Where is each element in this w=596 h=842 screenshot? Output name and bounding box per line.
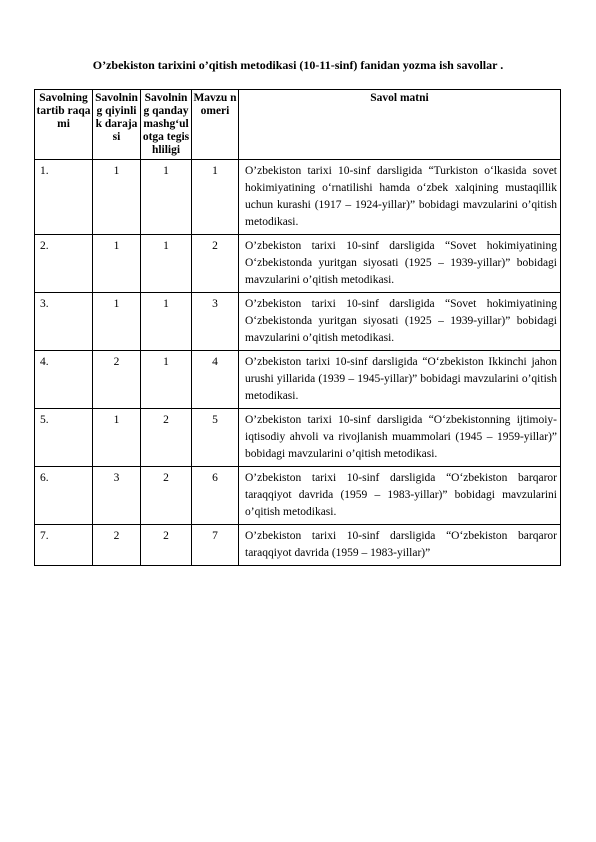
lesson-type-cell: 2 — [141, 467, 192, 525]
topic-number-cell: 4 — [192, 351, 239, 409]
document-title: O’zbekiston tarixini o’qitish metodikasi (10-11-sinf) fanidan yozma ish savollar . — [92, 58, 504, 72]
lesson-type-cell: 1 — [141, 293, 192, 351]
lesson-type-cell: 1 — [141, 160, 192, 235]
header-lesson-type: Savolning qandaymashg‘ulotga tegishliligi — [141, 90, 192, 160]
header-topic-number: Mavzu nomeri — [192, 90, 239, 160]
row-number-cell: 5. — [35, 409, 93, 467]
question-text-cell: O’zbekiston tarixi 10-sinf darsligida “Sovet hokimiyatining O‘zbekistonda yuritgan siyosati (1925 – 1939-yillar)” bobidagi mavzularini o’qitish metodikasi. — [239, 235, 561, 293]
difficulty-cell: 2 — [93, 525, 141, 566]
row-number-cell: 1. — [35, 160, 93, 235]
header-question-text: Savol matni — [239, 90, 561, 160]
table-row — [35, 293, 561, 351]
row-number-cell: 4. — [35, 351, 93, 409]
topic-number-cell: 2 — [192, 235, 239, 293]
topic-number-cell: 3 — [192, 293, 239, 351]
difficulty-cell: 1 — [93, 235, 141, 293]
row-number-cell: 7. — [35, 525, 93, 566]
difficulty-cell: 1 — [93, 293, 141, 351]
question-text-cell: O’zbekiston tarixi 10-sinf darsligida “Sovet hokimiyatining O‘zbekistonda yuritgan siyosati (1925 – 1939-yillar)” bobidagi mavzularini o’qitish metodikasi. — [239, 293, 561, 351]
lesson-type-cell: 1 — [141, 351, 192, 409]
difficulty-cell: 3 — [93, 467, 141, 525]
header-difficulty: Savolning qiyinlik darajasi — [93, 90, 141, 160]
row-number-cell: 6. — [35, 467, 93, 525]
table-row — [35, 525, 561, 566]
questions-table — [34, 89, 561, 566]
question-text-cell: O’zbekiston tarixi 10-sinf darsligida “O‘zbekiston barqaror taraqqiyot davrida (1959 – 1983-yillar)” bobidagi mavzularini o’qitish metodikasi. — [239, 467, 561, 525]
question-text-cell: O’zbekiston tarixi 10-sinf darsligida “O‘zbekistonning ijtimoiy-iqtisodiy ahvoli va rivojlanish muammolari (1945 – 1959-yillar)” bobidagi mavzularini o’qitish metodikasi. — [239, 409, 561, 467]
header-order-number: Savolning tartib raqami — [35, 90, 93, 160]
table-row — [35, 409, 561, 467]
lesson-type-cell: 2 — [141, 525, 192, 566]
topic-number-cell: 6 — [192, 467, 239, 525]
table-header-row — [35, 90, 561, 160]
table-row — [35, 467, 561, 525]
table-row — [35, 235, 561, 293]
question-text-cell: O’zbekiston tarixi 10-sinf darsligida “O‘zbekiston barqaror taraqqiyot davrida (1959 – 1983-yillar)” — [239, 525, 561, 566]
row-number-cell: 3. — [35, 293, 93, 351]
difficulty-cell: 2 — [93, 351, 141, 409]
lesson-type-cell: 1 — [141, 235, 192, 293]
lesson-type-cell: 2 — [141, 409, 192, 467]
topic-number-cell: 1 — [192, 160, 239, 235]
difficulty-cell: 1 — [93, 160, 141, 235]
question-text-cell: O’zbekiston tarixi 10-sinf darsligida “Turkiston o‘lkasida sovet hokimiyatining o‘rnatilishi hamda o‘zbek xalqining mustaqillik uchun kurashi (1917 – 1924-yillar)” bobidagi mavzularini o’qitish metodikasi. — [239, 160, 561, 235]
difficulty-cell: 1 — [93, 409, 141, 467]
topic-number-cell: 7 — [192, 525, 239, 566]
table-row — [35, 160, 561, 235]
topic-number-cell: 5 — [192, 409, 239, 467]
question-text-cell: O’zbekiston tarixi 10-sinf darsligida “O‘zbekiston Ikkinchi jahon urushi yillarida (1939 – 1945-yillar)” bobidagi mavzularini o’qitish metodikasi. — [239, 351, 561, 409]
row-number-cell: 2. — [35, 235, 93, 293]
table-row — [35, 351, 561, 409]
